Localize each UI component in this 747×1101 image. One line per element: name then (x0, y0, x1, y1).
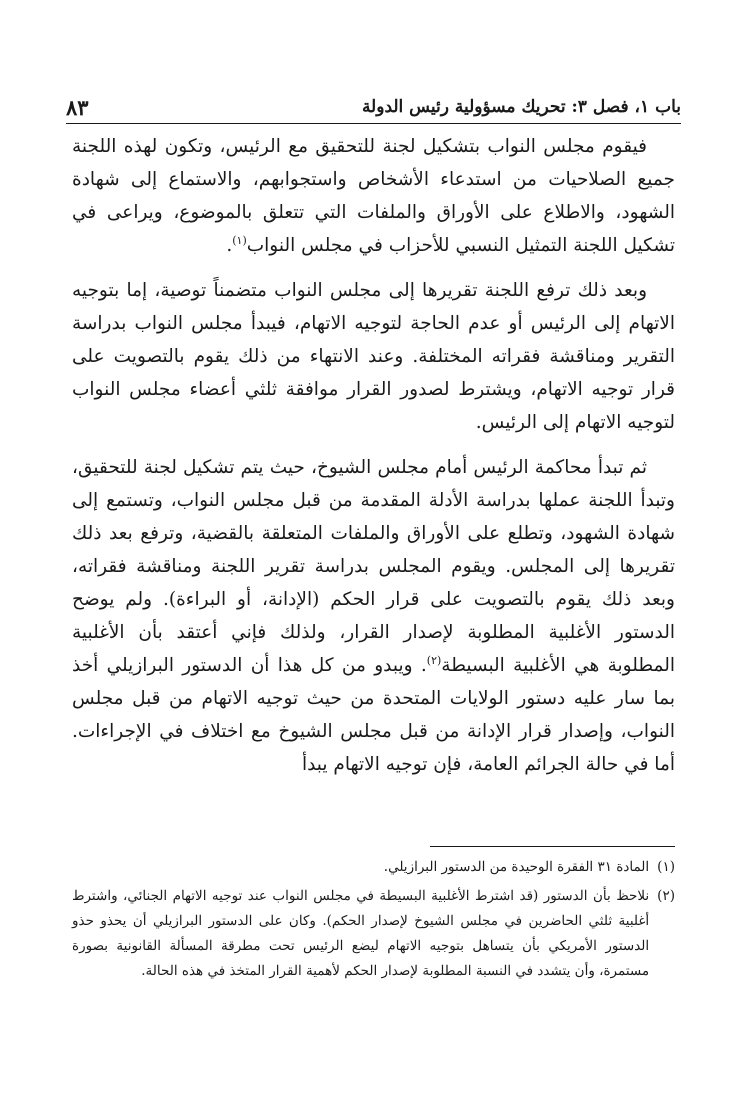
chapter-title: باب ١، فصل ٣: تحريك مسؤولية رئيس الدولة (361, 97, 681, 117)
paragraph-1-end: . (226, 235, 233, 256)
footnote-mark: (١) (657, 859, 675, 875)
footnote-ref-2: (٢) (426, 653, 442, 667)
header-rule (66, 123, 681, 124)
footnote-1 (72, 855, 675, 880)
footnote-mark: (٢) (657, 888, 675, 904)
footnote-ref-1: (١) (232, 233, 247, 247)
paragraph-3 (72, 451, 675, 781)
paragraph-3-text: ثم تبدأ محاكمة الرئيس أمام مجلس الشيوخ، حيث يتم تشكيل لجنة للتحقيق، وتبدأ اللجنة عملها بدراسة الأدلة المقدمة من قبل مجلس النواب، وتستمع إلى شهادة الشهود، وتطلع على الأوراق والملفات المتعلقة بالقضية، وترفع بعد ذلك تقريرها إلى المجلس. ويقوم المجلس بدراسة تقرير اللجنة ومناقشة فقراته، وبعد ذلك يقوم بالتصويت على قرار الحكم (الإدانة، أو البراءة). ولم يوضح الدستور الأغلبية المطلوبة لإصدار القرار، ولذلك فإني أعتقد بأن الأغلبية المطلوبة هي الأغلبية البسيطة (72, 457, 675, 676)
footnote-text: المادة ٣١ الفقرة الوحيدة من الدستور البرازيلي. (383, 859, 650, 875)
running-header (66, 92, 681, 122)
paragraph-3-end: . ويبدو من كل هذا أن الدستور البرازيلي أخذ بما سار عليه دستور الولايات المتحدة من حيث توجيه الاتهام من قبل مجلس النواب، وإصدار قرار الإدانة من قبل مجلس الشيوخ مع اختلاف في الإجراءات. أما في حالة الجرائم العامة، فإن توجيه الاتهام يبدأ (72, 655, 675, 775)
paragraph-2: وبعد ذلك ترفع اللجنة تقريرها إلى مجلس النواب متضمناً توصية، إما بتوجيه الاتهام إلى الرئيس أو عدم الحاجة لتوجيه الاتهام، فيبدأ مجلس النواب بدراسة التقرير ومناقشة فقراته المختلفة. وعند الانتهاء من ذلك يقوم بالتصويت على قرار توجيه الاتهام، ويشترط لصدور القرار موافقة ثلثي أعضاء مجلس النواب لتوجيه الاتهام إلى الرئيس. (72, 280, 675, 433)
footnote-separator (430, 846, 675, 847)
paragraph-1 (72, 130, 675, 262)
footnote-2 (72, 884, 675, 984)
footnotes (72, 855, 675, 988)
paragraph-1-text: فيقوم مجلس النواب بتشكيل لجنة للتحقيق مع الرئيس، وتكون لهذه اللجنة جميع الصلاحيات من استدعاء الأشخاص واستجوابهم، والاستماع إلى شهادة الشهود، والاطلاع على الأوراق والملفات التي تتعلق بالموضوع، ويراعى في تشكيل اللجنة التمثيل النسبي للأحزاب في مجلس النواب (72, 136, 675, 256)
footnote-text: نلاحظ بأن الدستور (قد اشترط الأغلبية البسيطة في مجلس النواب عند توجيه الاتهام الجنائي، واشترط أغلبية ثلثي الحاضرين في مجلس الشيوخ لإصدار الحكم). وكان على الدستور البرازيلي أن يحذو حذو الدستور الأمريكي بأن يتساهل بتوجيه الاتهام ليضع الرئيس تحت مطرقة المسألة القانونية بصورة مستمرة، وأن يتشدد في النسبة المطلوبة لإصدار الحكم لأهمية القرار المتخذ في هذه الحالة. (72, 888, 650, 979)
page-number: ٨٣ (66, 94, 89, 120)
body-text (72, 130, 675, 793)
